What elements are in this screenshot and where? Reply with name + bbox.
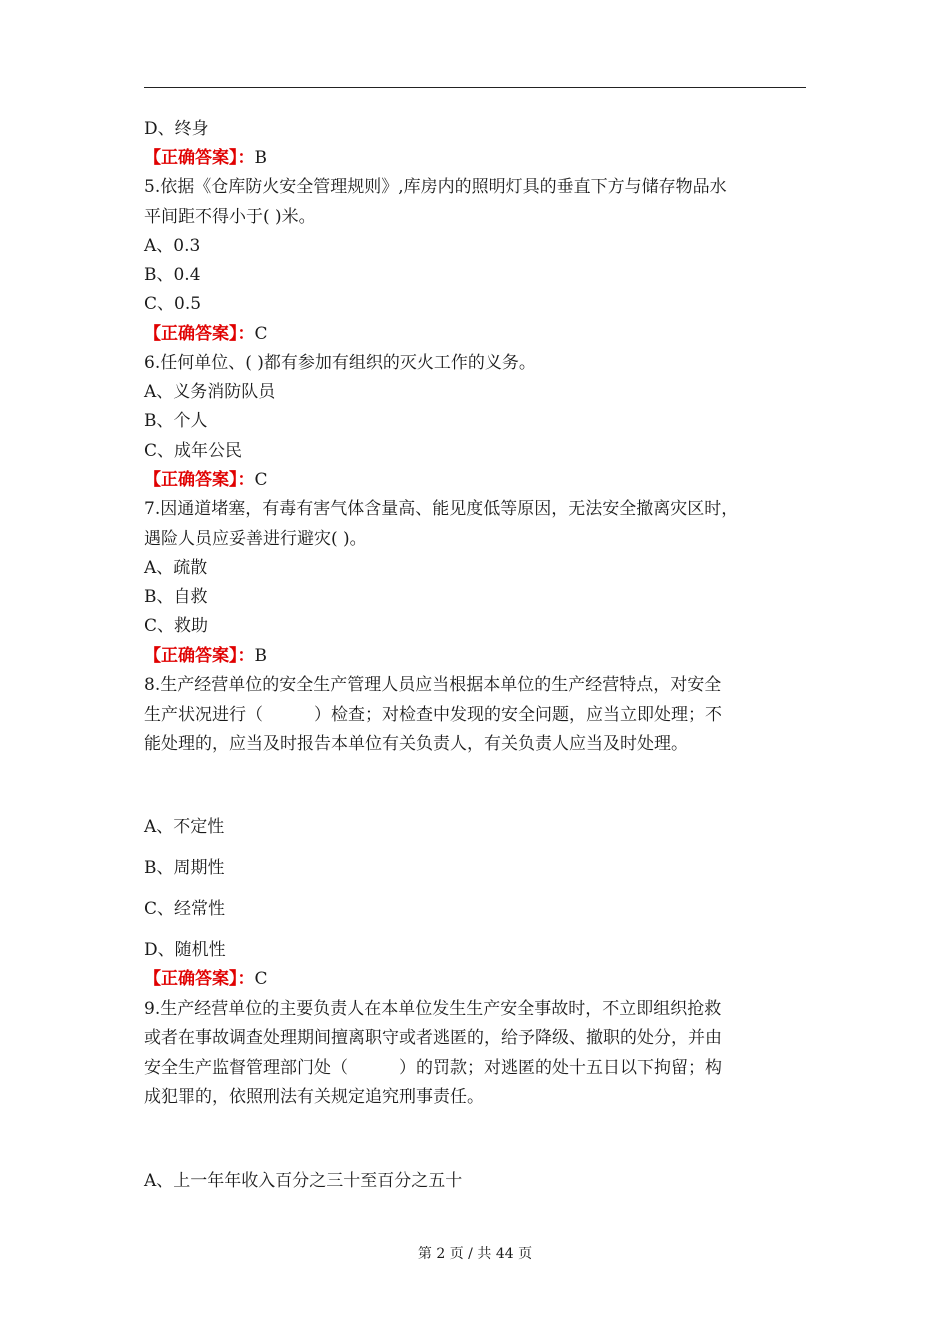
question-line: 9.生产经营单位的主要负责人在本单位发生生产安全事故时，不立即组织抢救	[144, 999, 722, 1019]
answer-line	[144, 147, 267, 169]
question-line: 7.因通道堵塞，有毒有害气体含量高、能见度低等原因，无法安全撤离灾区时，	[144, 499, 739, 519]
question-line: 6.任何单位、( )都有参加有组织的灭火工作的义务。	[144, 353, 536, 373]
question-line: 生产状况进行（ ）检查；对检查中发现的安全问题，应当立即处理；不	[144, 705, 722, 725]
answer-label: 【正确答案】：	[144, 646, 255, 666]
option-line: D、终身	[144, 119, 209, 139]
option-line: C、经常性	[144, 899, 226, 919]
answer-value: C	[254, 470, 268, 490]
option-line: A、上一年年收入百分之三十至百分之五十	[144, 1171, 463, 1191]
question-line: 平间距不得小于( )米。	[144, 207, 316, 227]
option-line: A、义务消防队员	[144, 382, 276, 402]
option-line: A、疏散	[144, 558, 208, 578]
option-line: A、0.3	[144, 236, 201, 256]
option-line: B、个人	[144, 411, 208, 431]
footer-mid: 页 / 共	[449, 1246, 492, 1262]
question-line: 或者在事故调查处理期间擅离职守或者逃匿的，给予降级、撤职的处分，并由	[144, 1028, 722, 1048]
answer-label: 【正确答案】：	[144, 969, 255, 989]
question-line: 安全生产监督管理部门处（ ）的罚款；对逃匿的处十五日以下拘留；构	[144, 1058, 722, 1078]
footer-suffix: 页	[518, 1246, 533, 1262]
question-line: 5.依据《仓库防火安全管理规则》,库房内的照明灯具的垂直下方与储存物品水	[144, 177, 727, 197]
header-rule	[144, 87, 806, 88]
answer-line	[144, 469, 268, 491]
page-footer	[0, 1245, 950, 1263]
answer-label: 【正确答案】：	[144, 148, 255, 168]
answer-label: 【正确答案】：	[144, 470, 255, 490]
question-line: 遇险人员应妥善进行避灾( )。	[144, 529, 367, 549]
answer-line	[144, 645, 267, 667]
option-line: D、随机性	[144, 940, 226, 960]
answer-label: 【正确答案】：	[144, 324, 255, 344]
question-line: 8.生产经营单位的安全生产管理人员应当根据本单位的生产经营特点，对安全	[144, 675, 722, 695]
answer-line	[144, 323, 268, 345]
answer-value: B	[254, 646, 267, 666]
answer-value: C	[254, 324, 268, 344]
question-line: 能处理的，应当及时报告本单位有关负责人，有关负责人应当及时处理。	[144, 734, 688, 754]
option-line: B、自救	[144, 587, 208, 607]
option-line: B、0.4	[144, 265, 201, 285]
option-line: B、周期性	[144, 858, 225, 878]
footer-page-number: 2	[436, 1246, 446, 1262]
option-line: C、0.5	[144, 294, 202, 314]
footer-total-pages: 44	[495, 1246, 514, 1262]
option-line: C、救助	[144, 616, 209, 636]
answer-value: B	[254, 148, 267, 168]
question-line: 成犯罪的，依照刑法有关规定追究刑事责任。	[144, 1087, 484, 1107]
answer-value: C	[254, 969, 268, 989]
option-line: A、不定性	[144, 817, 225, 837]
answer-line	[144, 968, 268, 990]
footer-prefix: 第	[417, 1246, 432, 1262]
option-line: C、成年公民	[144, 441, 243, 461]
